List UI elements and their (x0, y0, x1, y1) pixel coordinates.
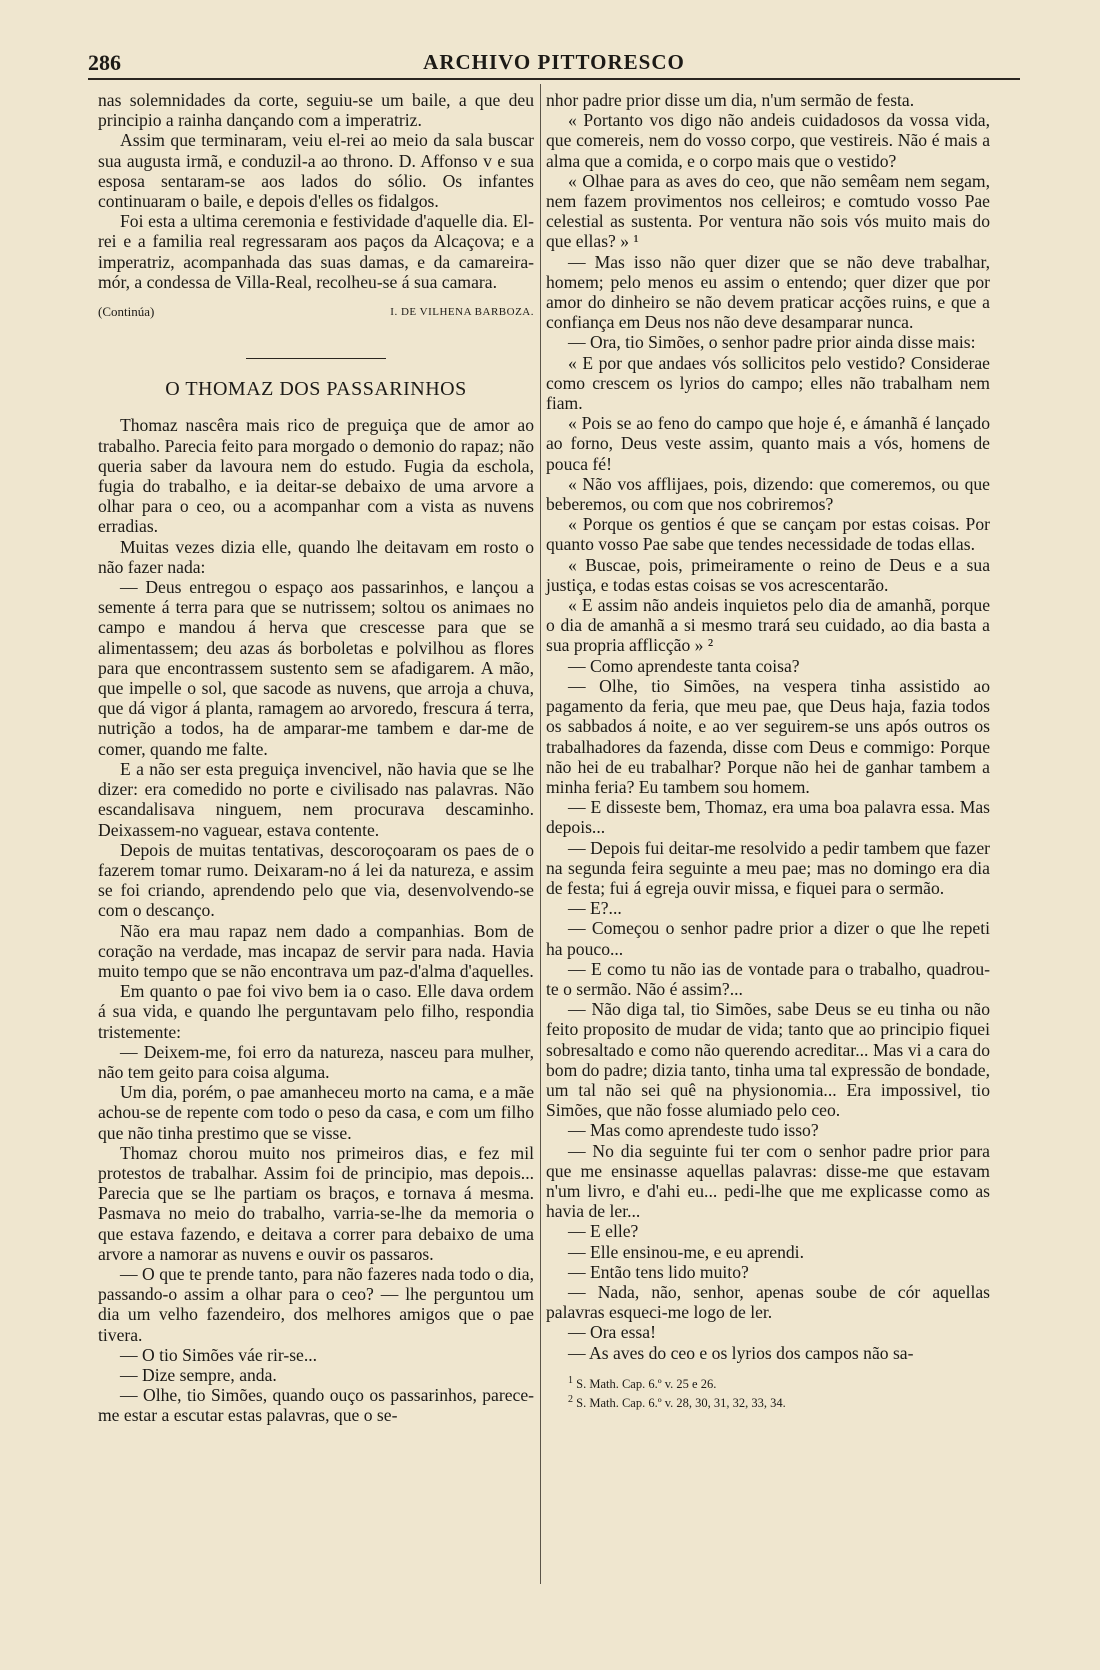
paragraph: — E como tu não ias de vontade para o trabalho, quadrou-te o sermão. Não é assim?... (546, 958, 990, 999)
paragraph: « E por que andaes vós sollicitos pelo vestido? Considerae como crescem os lyrios do campo; elles não trabalham nem fiam. (546, 352, 990, 414)
column-divider (540, 84, 541, 1584)
paragraph: — Mas isso não quer dizer que se não deve trabalhar, homem; pelo menos eu assim o entendo; quer dizer que por amor do dinheiro se não devem praticar acções ruins, e que a confiança em Deus nos não deve desamparar nunca. (546, 251, 990, 333)
paragraph: Em quanto o pae foi vivo bem ia o caso. Elle dava ordem á sua vida, e quando lhe perguntavam pelo filho, respondia tristemente: (98, 981, 534, 1042)
paragraph: « Olhae para as aves do ceo, que não semêam nem segam, nem fazem provimentos nos celleiros; e comtudo vosso Pae celestial as sustenta. Por ventura não sois vós muito mais do que ellas? » ¹ (546, 170, 990, 252)
paragraph: — Não diga tal, tio Simões, sabe Deus se eu tinha ou não feito proposito de mudar de vida; tanto que ao principio fiquei sobresaltado e como não querendo acreditar... Mas vi a cara do bom do padre; dizia tanto, tinha uma tal expressão de bondade, um tal não sei quê na physionomia... Era impossivel, tio Simões, que não fosse alumiado pelo ceo. (546, 999, 990, 1121)
paragraph: nas solemnidades da corte, seguiu-se um baile, a que deu principio a rainha dançando com a imperatriz. (98, 90, 534, 131)
paragraph: « E assim não andeis inquietos pelo dia de amanhã, porque o dia de amanhã a si mesmo trará seu cuidado, ao dia basta a sua propria afflicção » ² (546, 595, 990, 656)
paragraph: — Depois fui deitar-me resolvido a pedir tambem que fazer na segunda feira seguinte a meu pae; mas no domingo era dia de festa; fui á egreja ouvir missa, e fiquei para o sermão. (546, 837, 990, 898)
paragraph: — E elle? (568, 1221, 639, 1242)
paragraph: « Porque os gentios é que se cançam por estas coisas. Por quanto vosso Pae sabe que tendes necessidade de todas ellas. (546, 514, 990, 555)
paragraph: E a não ser esta preguiça invencivel, não havia que se lhe dizer: era comedido no porte e civilisado nas palavras. Não escandalisava ninguem, nem procurava descaminho. Deixassem-no vaguear, estava contente. (98, 758, 534, 840)
left-column (98, 90, 534, 1426)
right-column (546, 90, 990, 1411)
paragraph: Foi esta a ultima ceremonia e festividade d'aquelle dia. El-rei e a familia real regressaram aos paços da Alcaçova; e a imperatriz, acompanhada das suas damas, e da camareira-mór, a condessa de Villa-Real, recolheu-se á sua camara. (98, 211, 534, 292)
paragraph: Thomaz chorou muito nos primeiros dias, e fez mil protestos de trabalhar. Assim foi de principio, mas depois... Parecia que se lhe partiam os braços, e tornava á mesma. Pasmava no meio do trabalho, varria-se-lhe da memoria o que estava fazendo, e deitava a correr para debaixo de uma arvore a namorar as nuvens e ouvir os passaros. (98, 1142, 534, 1264)
paragraph: Não era mau rapaz nem dado a companhias. Bom de coração na verdade, mas incapaz de servir para nada. Havia muito tempo que se não encontrava um paz-d'alma d'aquelles. (98, 920, 534, 981)
footnote-text: S. Math. Cap. 6.º v. 28, 30, 31, 32, 33, 34. (573, 1396, 786, 1411)
paragraph: « Buscae, pois, primeiramente o reino de Deus e a sua justiça, e todas estas coisas se vos acrescentarão. (546, 554, 990, 595)
paragraph: nhor padre prior disse um dia, n'um sermão de festa. (546, 90, 915, 110)
paragraph: — Deus entregou o espaço aos passarinhos, e lançou a semente á terra para que se nutrissem; soltou os animaes no campo e mandou á herva que crescesse para que se alimentassem; deu azas ás borboletas e polvilhou as flores para que encontrassem sustento sem se afadigarem. A mão, que impelle o sol, que sacode as nuvens, que arroja a chuva, que dá vigor á planta, ramagem ao arvoredo, frescura á terra, nutrição a todos, ha de amparar-me tambem e dar-me de comer, quando me falte. (98, 577, 534, 759)
paragraph: « Pois se ao feno do campo que hoje é, e ámanhã é lançado ao forno, Deus veste assim, quanto mais a vós, homens de pouca fé! (546, 413, 990, 474)
paragraph: Assim que terminaram, veiu el-rei ao meio da sala buscar sua augusta irmã, e conduzil-a ao throno. D. Affonso v e sua esposa sentaram-se aos lados do sólio. Os infantes continuaram o baile, e depois d'elles os fidalgos. (98, 130, 534, 212)
continua-label: (Continúa) (98, 304, 155, 320)
page-number: 286 (88, 50, 121, 75)
paragraph: — Então tens lido muito? (568, 1261, 749, 1282)
paragraph: — Olhe, tio Simões, quando ouço os passarinhos, parece-me estar a escutar estas palavras, que o se- (98, 1385, 534, 1426)
paragraph: — Dize sempre, anda. (120, 1364, 277, 1385)
paragraph: — O que te prende tanto, para não fazeres nada todo o dia, passando-o assim a olhar para o ceo? — lhe perguntou um dia um velho fazendeiro, dos melhores amigos que o pae tivera. (98, 1263, 534, 1345)
previous-article-text (98, 90, 534, 292)
article-body-right (546, 90, 990, 1363)
paragraph: — Elle ensinou-me, e eu aprendi. (568, 1241, 804, 1262)
paragraph: — Nada, não, senhor, apenas soube de cór aquellas palavras esqueci-me logo de ler. (546, 1281, 990, 1323)
paragraph: — Mas como aprendeste tudo isso? (568, 1120, 819, 1141)
running-title: ARCHIVO PITTORESCO (423, 50, 685, 74)
paragraph: « Portanto vos digo não andeis cuidadosos da vossa vida, que comereis, nem do vosso corpo, que vestireis. Não é mais a alma que a comida, e o corpo mais que o vestido? (546, 110, 990, 171)
footnote (568, 1373, 990, 1392)
paragraph: — No dia seguinte fui ter com o senhor padre prior para que me ensinasse aquellas palavras: disse-me que estavam n'um livro, e d'ahi eu... pedi-lhe que me explicasse como as havia de ler... (546, 1140, 990, 1222)
article-body-left (98, 415, 534, 1425)
footnote-number: 1 (568, 1374, 573, 1386)
footnote-text: S. Math. Cap. 6.º v. 25 e 26. (573, 1376, 717, 1391)
previous-article-author: I. DE VILHENA BARBOZA. (390, 306, 534, 319)
paragraph: — Olhe, tio Simões, na vespera tinha assistido ao pagamento da feria, que meu pae, que Deus haja, fazia todos os sabbados á noite, e ao ver seguirem-se uns após outros os trabalhadores da fazenda, disse com Deus e commigo: Porque não hei de eu trabalhar? Porque não hei de ganhar tambem a minha feria? Eu tambem sou homem. (546, 675, 990, 797)
paragraph: « Não vos afflijaes, pois, dizendo: que comeremos, ou que beberemos, ou com que nos cobriremos? (546, 473, 990, 515)
paragraph: — O tio Simões váe rir-se... (120, 1344, 318, 1365)
paragraph: — Deixem-me, foi erro da natureza, nasceu para mulher, não tem geito para coisa alguma. (98, 1041, 534, 1082)
paragraph: — Ora essa! (568, 1322, 656, 1343)
article-title: O THOMAZ DOS PASSARINHOS (165, 378, 467, 401)
paragraph: — Como aprendeste tanta coisa? (568, 655, 800, 676)
footnotes (546, 1373, 990, 1411)
section-rule (246, 358, 386, 359)
paragraph: Thomaz nascêra mais rico de preguiça que de amor ao trabalho. Parecia feito para morgado o demonio do rapaz; não queria saber da lavoura nem do estudo. Fugia da eschola, fugia do trabalho, e ia deitar-se debaixo de uma arvore a olhar para o ceo, ou a acompanhar com a vista as nuvens erradias. (98, 415, 534, 537)
paragraph: — As aves do ceo e os lyrios dos campos não sa- (568, 1342, 914, 1363)
footnote-number: 2 (568, 1393, 573, 1405)
footnote (568, 1392, 990, 1411)
paragraph: — E disseste bem, Thomaz, era uma boa palavra essa. Mas depois... (546, 797, 990, 838)
paragraph: — Começou o senhor padre prior a dizer o que lhe repeti ha pouco... (546, 918, 990, 959)
paragraph: — Ora, tio Simões, o senhor padre prior ainda disse mais: (568, 332, 976, 353)
page-header (88, 48, 1020, 80)
continuation-line (98, 302, 534, 322)
paragraph: Depois de muitas tentativas, descoroçoaram os paes de o fazerem tomar rumo. Deixaram-no á lei da natureza, e assim se foi criando, aprendendo pelo que via, desenvolvendo-se com o descanço. (98, 839, 534, 921)
paragraph: — E?... (568, 898, 622, 919)
paragraph: Muitas vezes dizia elle, quando lhe deitavam em rosto o não fazer nada: (98, 536, 534, 577)
paragraph: Um dia, porém, o pae amanheceu morto na cama, e a mãe achou-se de repente com todo o peso da casa, e com um filho que não tinha prestimo que se visse. (98, 1082, 534, 1143)
